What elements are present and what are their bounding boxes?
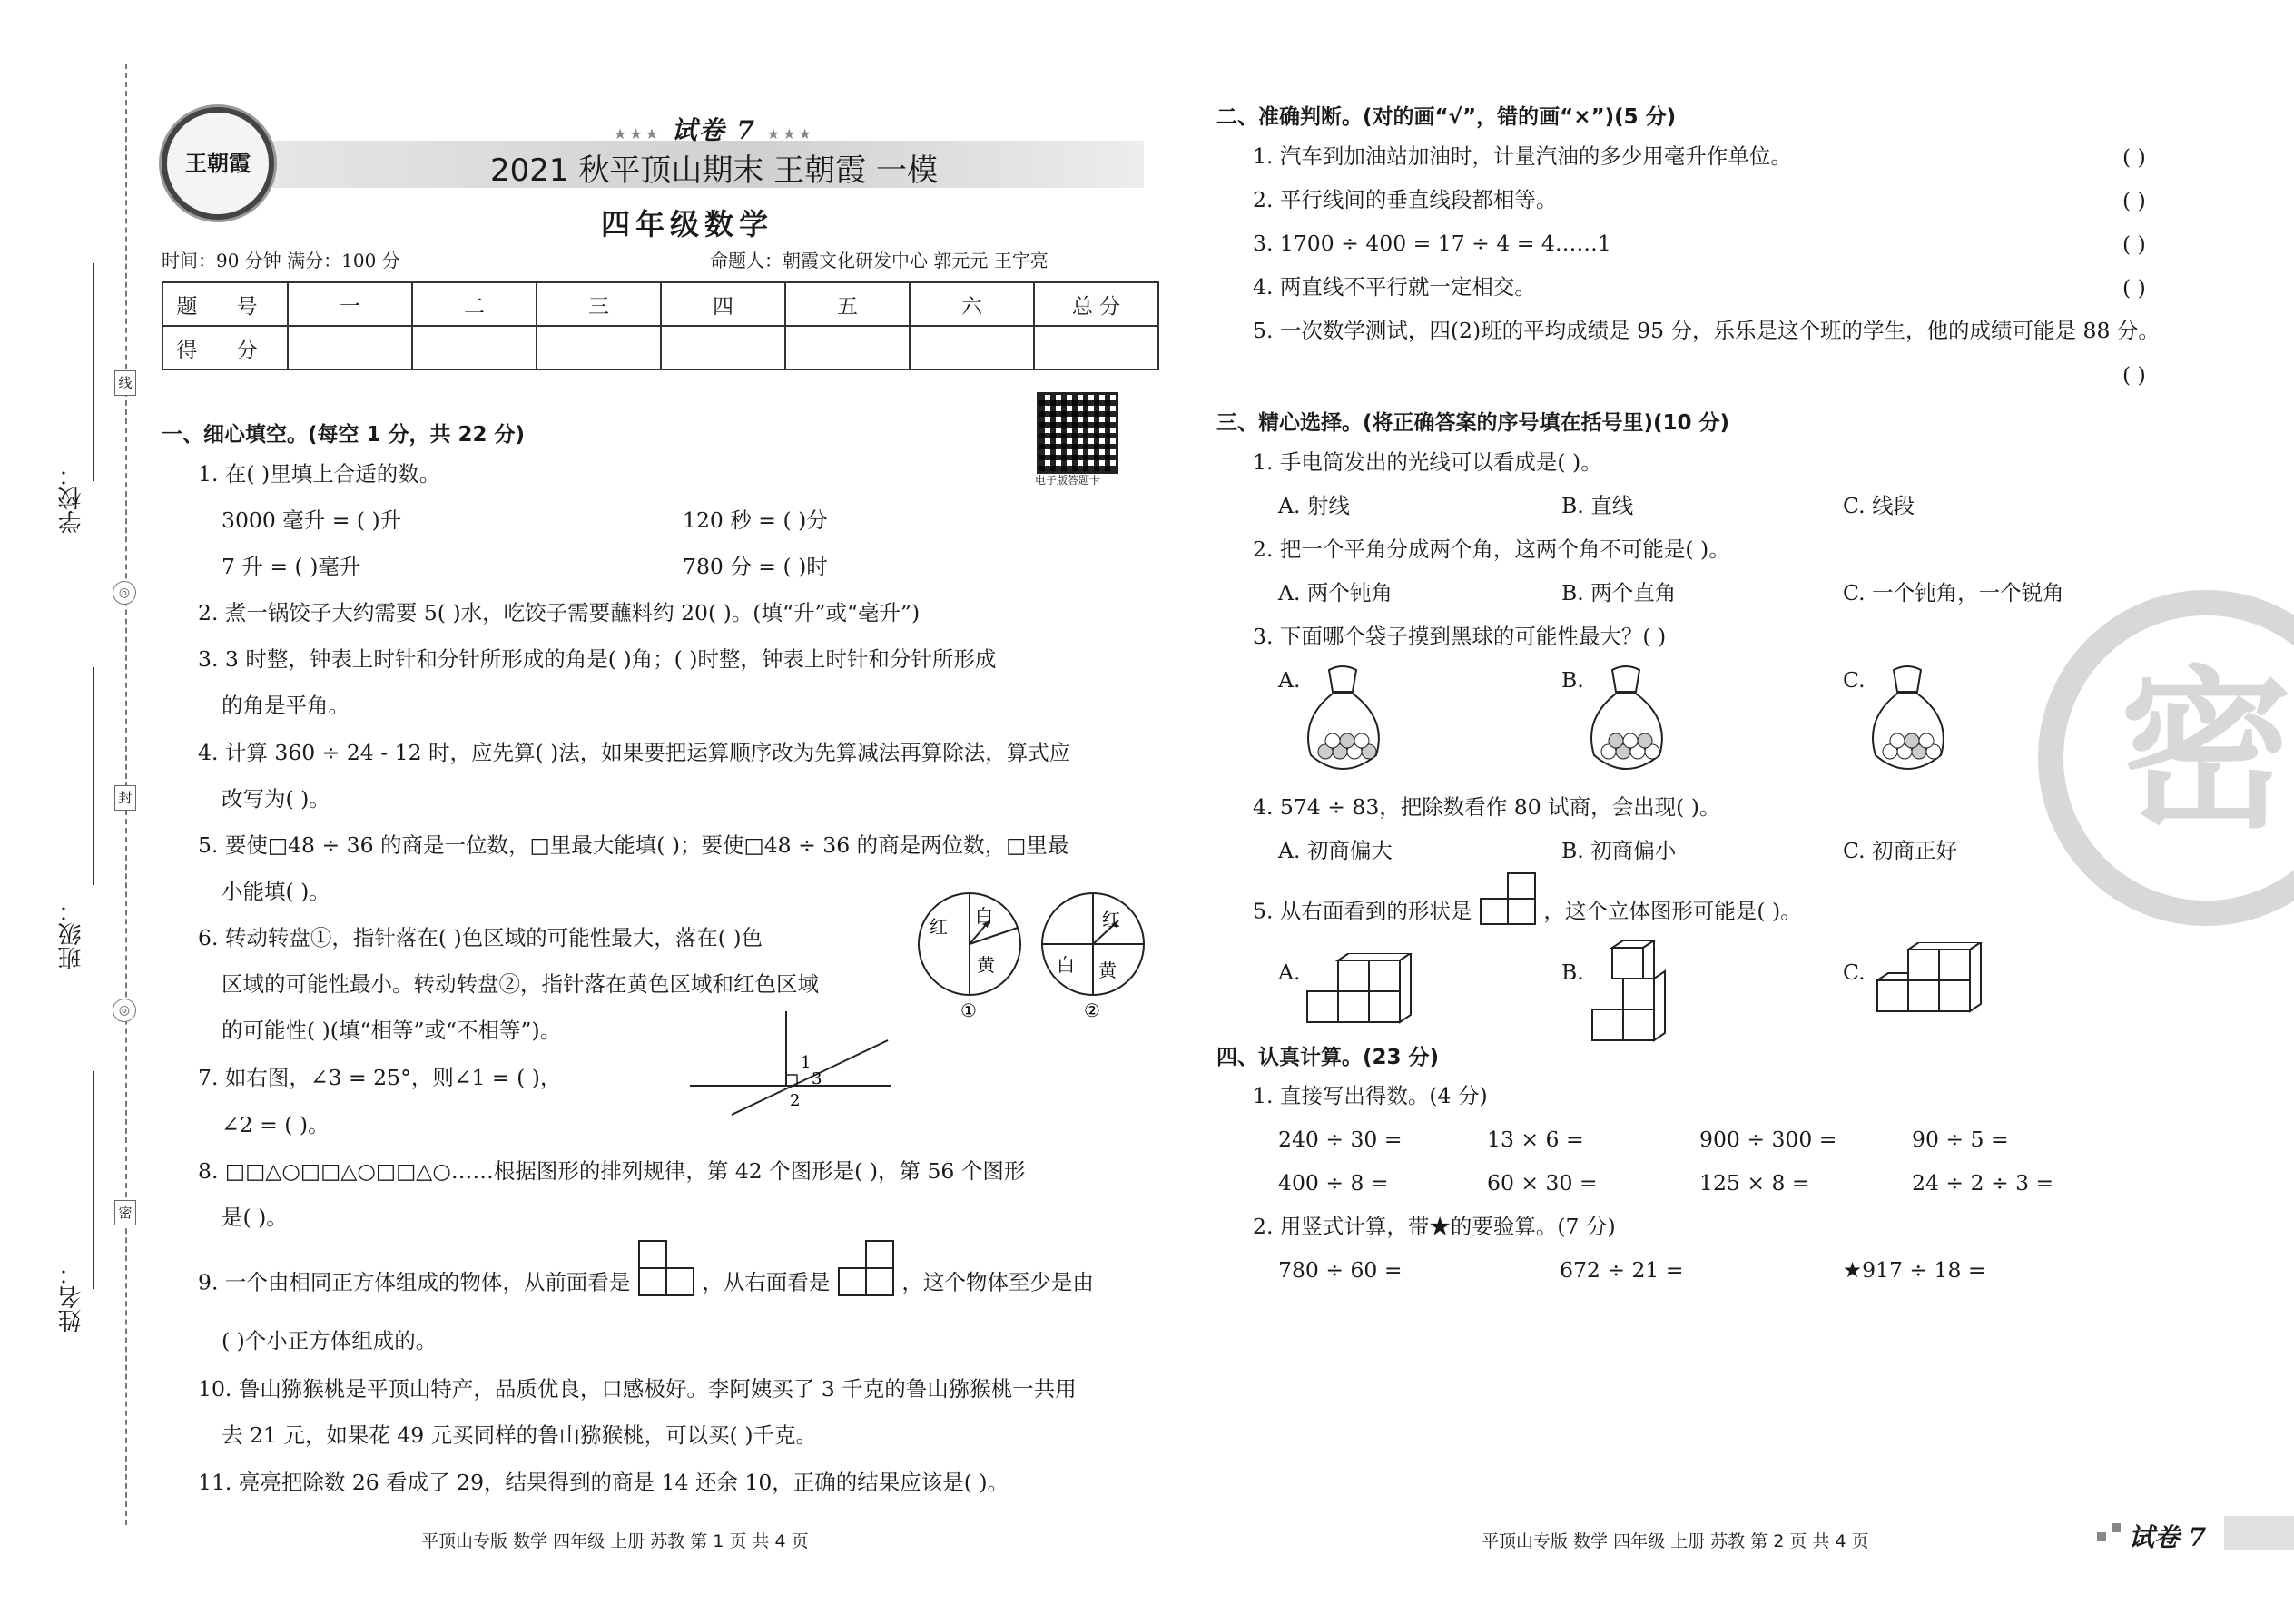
exam-title: 2021 秋平顶山期末 王朝霞 一模 [490,153,938,189]
score-table-header-row: 题 号 一 二 三 四 五 六 总 分 [162,282,1158,326]
author-info: 命题人：朝霞文化研发中心 郭元元 王宇亮 [710,250,1049,271]
choice-q2-c[interactable]: C. 一个钝角，一个锐角 [1843,580,2064,605]
calc-5: 400 ÷ 8 = [1278,1170,1389,1196]
score-table-score-row: 得 分 [162,326,1158,369]
choice-q3: 3. 下面哪个袋子摸到黑球的可能性最大？( ) [1253,624,1667,649]
q1-5b: 小能填( )。 [222,879,330,904]
angle-label-2: 2 [790,1091,801,1110]
q1-10b: 去 21 元，如果花 49 元买同样的鲁山猕猴桃，可以买( )千克。 [222,1422,817,1448]
name-field[interactable] [93,1071,94,1289]
q1-3b: 的角是平角。 [222,693,350,718]
angle-label-3: 3 [812,1069,822,1088]
calc-7: 125 × 8 = [1699,1170,1810,1196]
q1-9a: 9. 一个由相同正方体组成的物体，从前面看是 ，从右面看是 ，这个物体至少是由 [198,1270,1094,1297]
judge-answer-5[interactable]: ( ) [2122,362,2146,388]
bag-a-icon [1293,664,1393,782]
q1-6a: 6. 转动转盘①，指针落在( )色区域的可能性最大，落在( )色 [198,925,763,950]
choice-q3-c[interactable]: C. [1843,667,1866,693]
section1-title: 一、细心填空。(每空 1 分，共 22 分) [162,423,526,447]
judge-item-1: 1. 汽车到加油站加油时，计量汽油的多少用毫升作单位。 [1253,143,1792,169]
name-label: 姓名： [58,1262,85,1333]
footer-left: 平顶山专版 数学 四年级 上册 苏教 第 1 页 共 4 页 [421,1531,809,1551]
cubes-c-icon [1876,942,1994,1015]
q1-8b: 是( )。 [222,1205,288,1230]
choice-q1-b[interactable]: B. 直线 [1561,493,1634,518]
calc-3: 900 ÷ 300 = [1699,1127,1837,1152]
stars-left-icon: ★★★ [614,125,662,143]
score-cell[interactable] [537,326,661,369]
spinner-diagram [913,891,1149,1019]
q1-5a: 5. 要使□48 ÷ 36 的商是一位数，□里最大能填( )；要使□48 ÷ 36 的商是两位数，□里最 [198,832,1069,858]
vertical-calc-3: ★917 ÷ 18 = [1843,1257,1986,1283]
spinner1-label: ① [960,999,977,1019]
q1-8a: 8. □□△○□□△○□□△○……根据图形的排列规律，第 42 个图形是( )，第 56 个图形 [198,1158,1026,1184]
score-cell[interactable] [1034,326,1158,369]
tag-bar [2224,1516,2294,1550]
choice-q3-b[interactable]: B. [1561,667,1584,693]
judge-answer-1[interactable]: ( ) [2122,144,2146,170]
choice-q3-a[interactable]: A. [1278,667,1301,693]
choice-q4-a[interactable]: A. 初商偏大 [1278,838,1393,863]
q1-7b: ∠2 = ( )。 [222,1112,330,1137]
score-cell[interactable] [412,326,537,369]
choice-q4-c[interactable]: C. 初商正好 [1843,838,1958,863]
score-cell[interactable] [288,326,412,369]
q1-4a: 4. 计算 360 ÷ 24 - 12 时，应先算( )法，如果要把运算顺序改为先算减法再算除法，算式应 [198,740,1071,765]
section4-title: 四、认真计算。(23 分) [1216,1046,1440,1069]
score-table [162,281,1159,370]
gutter-box-seal: 封 [114,785,136,811]
q1-1a: 3000 毫升 = ( )升 [222,507,402,533]
calc-1: 240 ÷ 30 = [1278,1127,1403,1152]
binding-hole-icon: ◎ [113,581,136,605]
subject-title: 四年级数学 [601,207,774,241]
school-label: 学校： [58,463,85,534]
q1-1: 1. 在( )里填上合适的数。 [198,461,441,487]
stars-right-icon: ★★★ [766,125,814,143]
choice-q1-c[interactable]: C. 线段 [1843,493,1915,518]
watermark-seal: 密 [2038,590,2294,926]
tag-square-icon [2097,1532,2106,1541]
spinner1-yellow: 黄 [977,954,995,976]
q1-3a: 3. 3 时整，钟表上时针和分针所形成的角是( )角；( )时整，钟表上时针和分针所形成 [198,646,997,672]
q1-1d: 780 分 = ( )时 [683,554,828,579]
choice-q1: 1. 手电筒发出的光线可以看成是( )。 [1253,449,1602,475]
vertical-calc-1: 780 ÷ 60 = [1278,1257,1403,1283]
spinner1-white: 白 [975,905,993,927]
calc-sub1: 1. 直接写出得数。(4 分) [1253,1083,1488,1108]
spinner2-label: ② [1084,999,1100,1019]
choice-q4-b[interactable]: B. 初商偏小 [1561,838,1677,863]
judge-answer-2[interactable]: ( ) [2122,188,2146,213]
choice-q5: 5. 从右面看到的形状是 ，这个立体图形可能是( )。 [1253,899,1802,926]
judge-answer-4[interactable]: ( ) [2122,275,2146,300]
score-cell[interactable] [661,326,785,369]
section2-title: 二、准确判断。(对的画“√”，错的画“×”)(5 分) [1216,105,1677,129]
q1-6b: 区域的可能性最小。转动转盘②，指针落在黄色区域和红色区域 [222,971,819,997]
tag-square-icon [2112,1523,2121,1532]
score-cell[interactable] [910,326,1034,369]
right-view-shape-icon [1479,871,1537,926]
q1-11: 11. 亮亮把除数 26 看成了 29，结果得到的商是 14 还余 10，正确的结果应该是( )。 [198,1470,1009,1495]
q1-4b: 改写为( )。 [222,786,330,812]
footer-right: 平顶山专版 数学 四年级 上册 苏教 第 2 页 共 4 页 [1482,1531,1869,1551]
angle-label-1: 1 [801,1053,812,1072]
judge-answer-3[interactable]: ( ) [2122,231,2146,257]
spinner-1 [919,893,1020,1019]
calc-8: 24 ÷ 2 ÷ 3 = [1912,1170,2054,1196]
q1-1b: 120 秒 = ( )分 [683,507,828,533]
calc-2: 13 × 6 = [1487,1127,1584,1152]
spinner2-yellow: 黄 [1098,960,1117,981]
choice-q4: 4. 574 ÷ 83，把除数看作 80 试商，会出现( )。 [1253,794,1721,820]
cubes-b-icon [1590,940,1681,1042]
score-cell[interactable] [785,326,910,369]
choice-q5-a[interactable]: A. [1278,960,1301,985]
vertical-calc-2: 672 ÷ 21 = [1560,1257,1684,1283]
q1-10a: 10. 鲁山猕猴桃是平顶山特产，品质优良，口感极好。李阿姨买了 3 千克的鲁山猕猴桃一共用 [198,1376,1077,1402]
bag-b-icon [1576,664,1676,782]
q1-9b: ( )个小正方体组成的。 [222,1328,438,1353]
choice-q5-c[interactable]: C. [1843,960,1866,985]
school-field[interactable] [93,263,94,481]
angle-diagram [686,1008,895,1117]
choice-q1-a[interactable]: A. 射线 [1278,493,1350,518]
gutter-box-line: 线 [114,370,136,396]
section3-title: 三、精心选择。(将正确答案的序号填在括号里)(10 分) [1216,411,1730,435]
q1-1c: 7 升 = ( )毫升 [222,554,361,579]
qr-code-icon[interactable] [1037,392,1118,474]
calc-6: 60 × 30 = [1487,1170,1598,1196]
q1-7a: 7. 如右图，∠3 = 25°，则∠1 = ( )， [198,1065,562,1090]
calc-4: 90 ÷ 5 = [1912,1127,2009,1152]
choice-q2-b[interactable]: B. 两个直角 [1561,580,1677,605]
judge-item-4: 4. 两直线不平行就一定相交。 [1253,274,1536,300]
judge-item-3: 3. 1700 ÷ 400 = 17 ÷ 4 = 4……1 [1253,231,1611,256]
spinner2-red: 红 [1102,909,1120,930]
judge-item-5: 5. 一次数学测试，四(2)班的平均成绩是 95 分，乐乐是这个班的学生，他的成绩可能是 88 分。 [1253,318,2160,343]
logo: 王朝霞 [162,107,274,220]
spinner-2 [1042,893,1144,1019]
class-field[interactable] [93,667,94,885]
qr-caption: 电子版答题卡 [1035,474,1101,487]
right-view-icon [837,1239,895,1297]
q1-2: 2. 煮一锅饺子大约需要 5( )水，吃饺子需要蘸料约 20( )。(填“升”或“毫升”) [198,600,921,625]
front-view-icon [637,1239,695,1297]
choice-q5-b[interactable]: B. [1561,960,1584,985]
spinner1-red: 红 [930,916,948,938]
test-label: ★★★ 试卷 7 ★★★ [614,115,814,145]
bag-c-icon [1857,664,1957,782]
gutter-box-secret: 密 [114,1200,136,1225]
binding-hole-icon: ◎ [113,999,136,1022]
judge-item-2: 2. 平行线间的垂直线段都相等。 [1253,187,1558,212]
test-tag: 试卷 7 [2129,1522,2207,1552]
choice-q2: 2. 把一个平角分成两个角，这两个角不可能是( )。 [1253,536,1730,562]
time-info: 时间：90 分钟 满分：100 分 [162,250,400,271]
cubes-a-icon [1305,953,1423,1026]
class-label: 班级： [58,899,85,969]
choice-q2-a[interactable]: A. 两个钝角 [1278,580,1393,605]
q1-6c: 的可能性( )(填“相等”或“不相等”)。 [222,1018,562,1043]
calc-sub2: 2. 用竖式计算，带★的要验算。(7 分) [1253,1214,1616,1239]
spinner2-white: 白 [1057,954,1075,976]
